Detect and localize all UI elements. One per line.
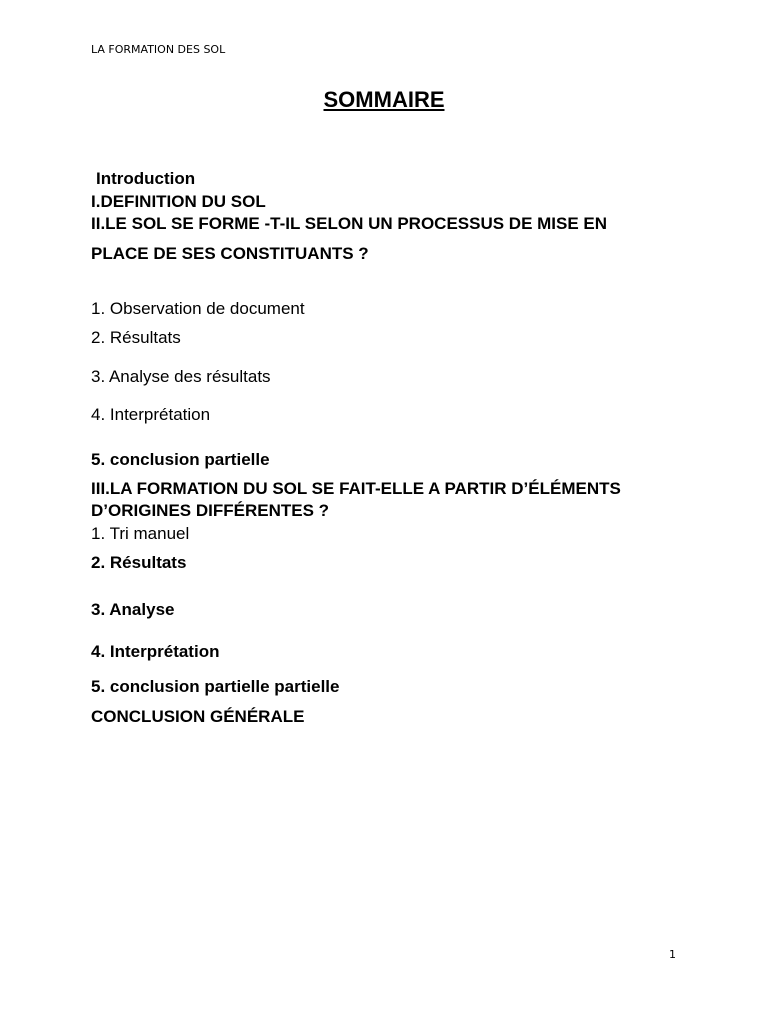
toc-item-2-2: 2. Résultats — [91, 328, 181, 347]
toc-item-2-3: 3. Analyse des résultats — [91, 367, 271, 386]
page-header: LA FORMATION DES SOL — [91, 43, 226, 56]
toc-item-2-4: 4. Interprétation — [91, 405, 211, 424]
toc-section-2-line-1: II.LE SOL SE FORME -T-IL SELON UN PROCESSUS DE MISE EN — [91, 214, 608, 233]
toc-item-2-5: 5. conclusion partielle — [91, 450, 270, 469]
page-title: SOMMAIRE — [323, 87, 445, 112]
page-number: 1 — [669, 948, 676, 961]
toc-item-3-5: 5. conclusion partielle partielle — [91, 677, 340, 696]
toc-section-3-line-2: D’ORIGINES DIFFÉRENTES ? — [91, 501, 330, 520]
toc-general-conclusion: CONCLUSION GÉNÉRALE — [91, 707, 305, 726]
toc-item-3-2: 2. Résultats — [91, 553, 187, 572]
toc-item-3-3: 3. Analyse — [91, 600, 175, 619]
toc-introduction: Introduction — [96, 169, 196, 188]
toc-item-2-1: 1. Observation de document — [91, 299, 305, 318]
toc-item-3-1: 1. Tri manuel — [91, 524, 190, 543]
toc-item-3-4: 4. Interprétation — [91, 642, 220, 661]
toc-section-3-line-1: III.LA FORMATION DU SOL SE FAIT-ELLE A PARTIR D’ÉLÉMENTS — [91, 479, 621, 498]
toc-section-1: I.DEFINITION DU SOL — [91, 192, 266, 211]
toc-section-2-line-2: PLACE DE SES CONSTITUANTS ? — [91, 244, 369, 263]
